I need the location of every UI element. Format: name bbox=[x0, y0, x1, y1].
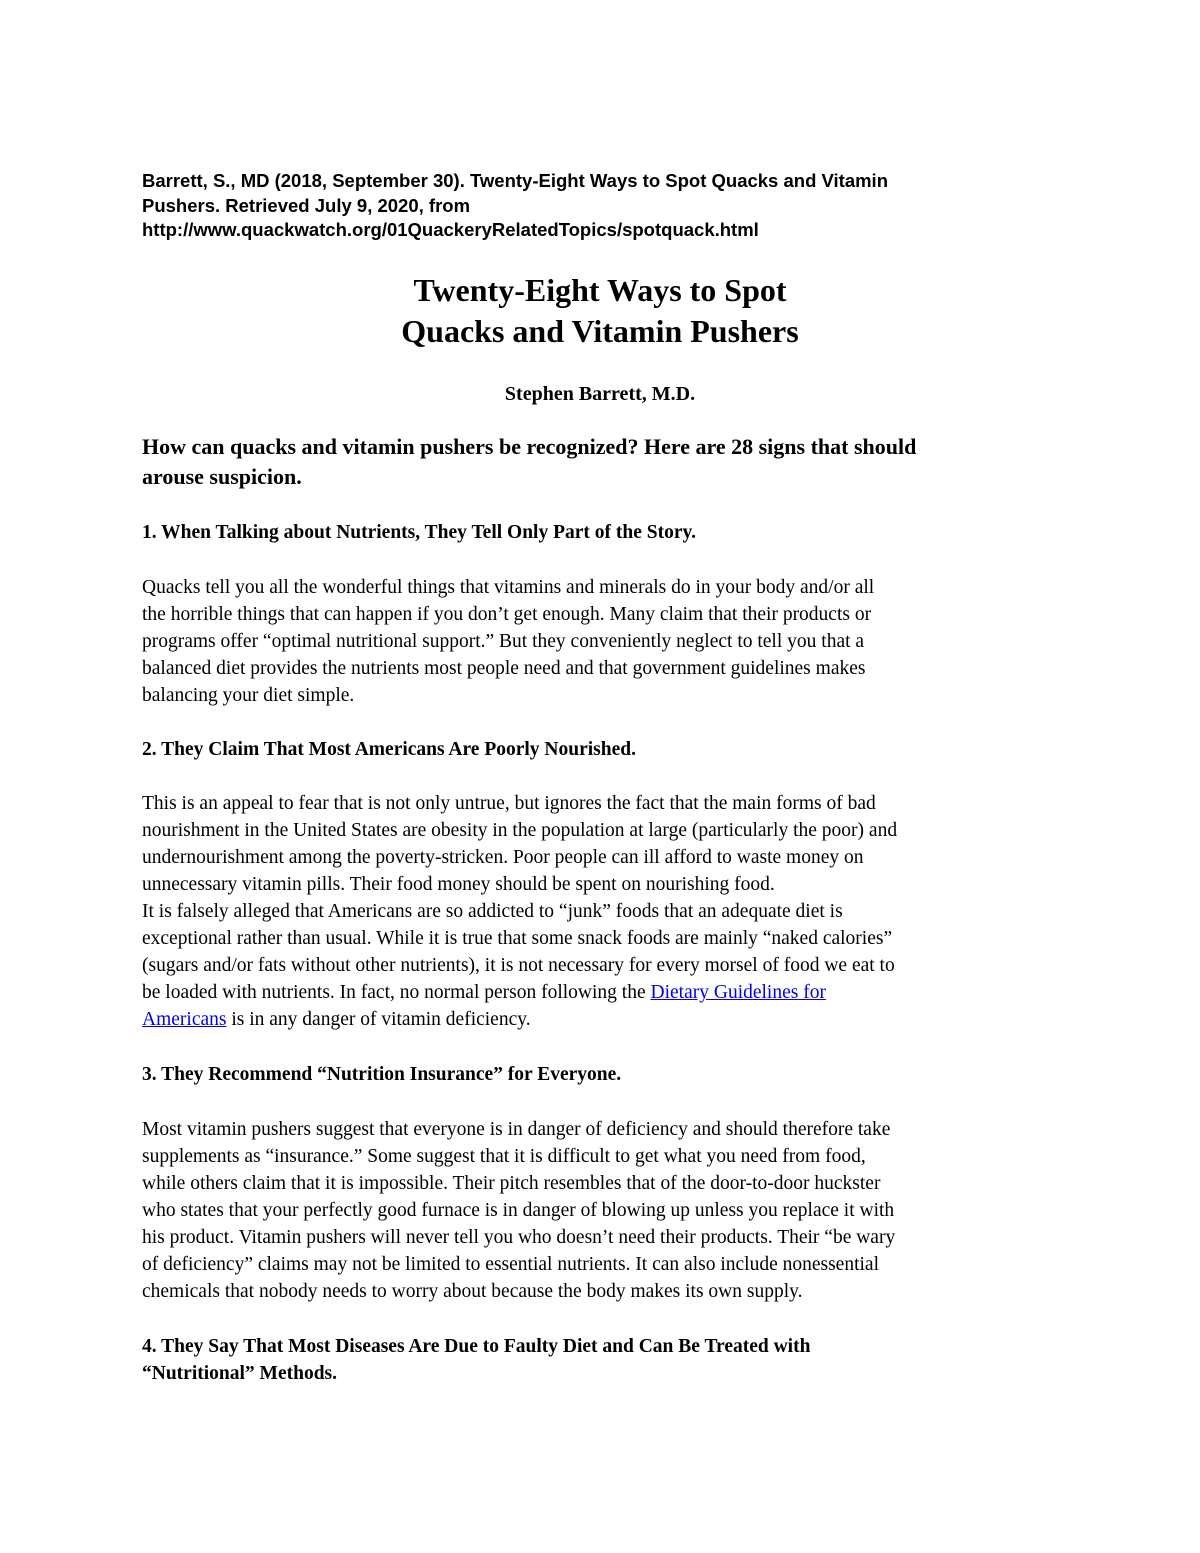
section-heading-3 bbox=[142, 1061, 1062, 1088]
heading-line: 1. When Talking about Nutrients, They Tell Only Part of the Story. bbox=[142, 522, 697, 543]
body-line: unnecessary vitamin pills. Their food money should be spent on nourishing food. bbox=[142, 874, 775, 895]
body-line: balancing your diet simple. bbox=[142, 685, 355, 706]
intro-line: arouse suspicion. bbox=[142, 464, 302, 489]
citation-url: http://www.quackwatch.org/01QuackeryRelatedTopics/spotquack.html bbox=[142, 219, 759, 240]
body-line: This is an appeal to fear that is not only untrue, but ignores the fact that the main forms of bad bbox=[142, 793, 876, 814]
body-line: supplements as “insurance.” Some suggest that it is difficult to get what you need from food, bbox=[142, 1146, 866, 1167]
body-line: exceptional rather than usual. While it is true that some snack foods are mainly “naked calories” bbox=[142, 928, 893, 949]
section-body-1 bbox=[142, 574, 1062, 709]
body-line: chemicals that nobody needs to worry about because the body makes its own supply. bbox=[142, 1281, 803, 1302]
body-line: balanced diet provides the nutrients most people need and that government guidelines makes bbox=[142, 658, 866, 679]
intro-paragraph bbox=[142, 432, 1062, 492]
body-line: undernourishment among the poverty-stricken. Poor people can ill afford to waste money on bbox=[142, 847, 864, 868]
title-line: Twenty-Eight Ways to Spot bbox=[413, 272, 787, 308]
heading-line: 4. They Say That Most Diseases Are Due to Faulty Diet and Can Be Treated with bbox=[142, 1336, 811, 1357]
body-line: while others claim that it is impossible. Their pitch resembles that of the door-to-door huckster bbox=[142, 1173, 881, 1194]
body-line: nourishment in the United States are obesity in the population at large (particularly the poor) and bbox=[142, 820, 898, 841]
section-body-3 bbox=[142, 1116, 1062, 1305]
page-title bbox=[0, 270, 1200, 352]
intro-line: How can quacks and vitamin pushers be recognized? Here are 28 signs that should bbox=[142, 434, 917, 459]
body-line-with-link bbox=[142, 979, 1062, 1006]
heading-line: “Nutritional” Methods. bbox=[142, 1363, 337, 1384]
title-line: Quacks and Vitamin Pushers bbox=[401, 313, 799, 349]
heading-line: 2. They Claim That Most Americans Are Poorly Nourished. bbox=[142, 739, 636, 760]
citation-line: Barrett, S., MD (2018, September 30). Twenty-Eight Ways to Spot Quacks and Vitamin bbox=[142, 170, 888, 191]
body-line: programs offer “optimal nutritional support.” But they conveniently neglect to tell you that a bbox=[142, 631, 865, 652]
body-line: Most vitamin pushers suggest that everyone is in danger of deficiency and should therefore take bbox=[142, 1119, 891, 1140]
citation-line: Pushers. Retrieved July 9, 2020, from bbox=[142, 194, 471, 216]
section-heading-2 bbox=[142, 736, 1062, 763]
body-line-with-link bbox=[142, 1006, 1062, 1033]
section-heading-1 bbox=[142, 519, 1062, 546]
body-line: It is falsely alleged that Americans are so addicted to “junk” foods that an adequate diet is bbox=[142, 901, 843, 922]
dietary-guidelines-link-cont[interactable]: Americans bbox=[142, 1009, 227, 1030]
body-line: (sugars and/or fats without other nutrients), it is not necessary for every morsel of food we eat to bbox=[142, 955, 895, 976]
dietary-guidelines-link[interactable]: Dietary Guidelines for bbox=[650, 982, 826, 1003]
body-line: his product. Vitamin pushers will never tell you who doesn’t need their products. Their “be wary bbox=[142, 1227, 896, 1248]
body-line: Quacks tell you all the wonderful things that vitamins and minerals do in your body and/or all bbox=[142, 577, 875, 598]
body-line: of deficiency” claims may not be limited to essential nutrients. It can also include nonessential bbox=[142, 1254, 879, 1275]
author-byline: Stephen Barrett, M.D. bbox=[504, 383, 696, 405]
section-heading-4 bbox=[142, 1333, 1062, 1387]
link-line-after: is in any danger of vitamin deficiency. bbox=[226, 1009, 531, 1030]
body-line: the horrible things that can happen if you don’t get enough. Many claim that their products or bbox=[142, 604, 872, 625]
citation bbox=[142, 169, 1042, 243]
section-body-2 bbox=[142, 790, 1062, 1033]
body-line: who states that your perfectly good furnace is in danger of blowing up unless you replace it with bbox=[142, 1200, 895, 1221]
heading-line: 3. They Recommend “Nutrition Insurance” for Everyone. bbox=[142, 1064, 622, 1085]
link-line-before: be loaded with nutrients. In fact, no normal person following the bbox=[142, 982, 651, 1003]
